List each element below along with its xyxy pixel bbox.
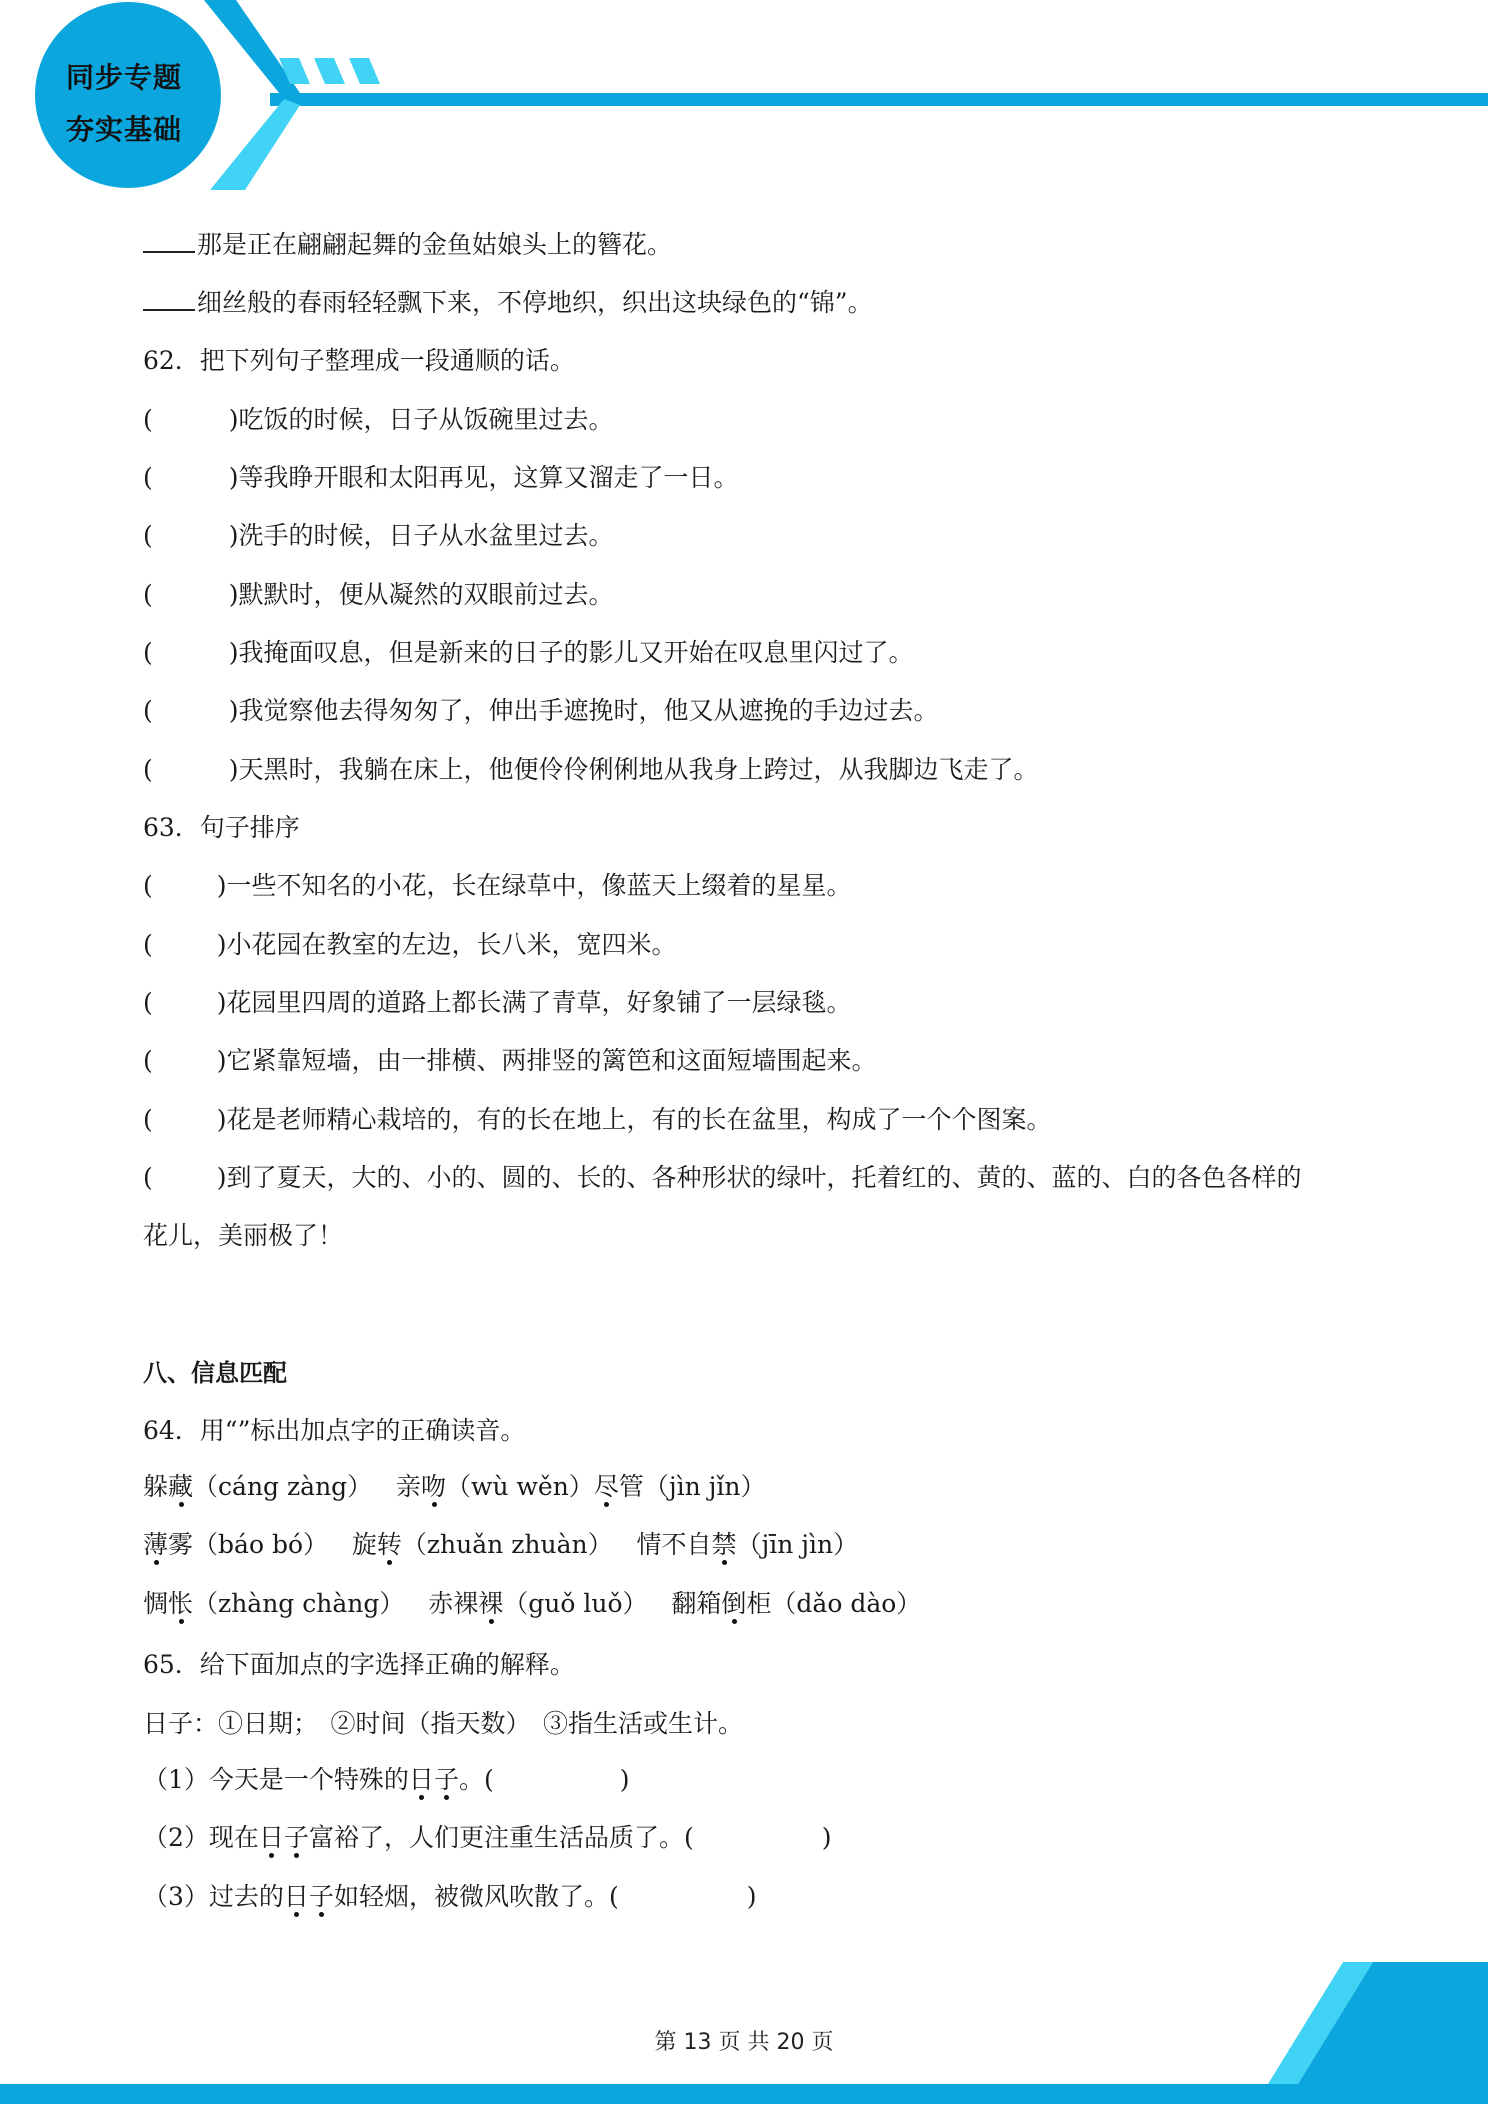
question-64-title: 64．用“”标出加点字的正确读音。: [143, 1416, 526, 1445]
sentence-line: [143, 286, 873, 320]
pinyin-row: 躲藏（cáng zàng） 亲吻（wù wěn）尽管（jìn jǐn）: [143, 1472, 766, 1501]
header-stripe: [270, 93, 1488, 106]
page-number: 第 13 页 共 20 页: [654, 2030, 834, 2055]
badge-line-1: 同步专题: [65, 61, 182, 94]
dotted-char: 日: [408, 1765, 434, 1794]
order-item: ( )花是老师精心栽培的，有的长在地上，有的长在盆里，构成了一个个图案。: [143, 1105, 1052, 1134]
dotted-char: 怅: [168, 1589, 194, 1618]
dotted-char: 禁: [711, 1530, 737, 1559]
dotted-char: 转: [376, 1530, 402, 1559]
answer-blank: [143, 289, 195, 311]
order-item: ( )到了夏天，大的、小的、圆的、长的、各种形状的绿叶，托着红的、黄的、蓝的、白的各色各样的: [143, 1163, 1302, 1192]
dotted-char: 尽: [593, 1472, 619, 1501]
header-tick-2: [314, 58, 345, 84]
dotted-char: 藏: [168, 1472, 194, 1501]
footer-stripe: [0, 2084, 1488, 2104]
header-badge: [46, 52, 202, 156]
order-item: ( )洗手的时候，日子从水盆里过去。: [143, 521, 614, 550]
section-title: 八、信息匹配: [143, 1359, 287, 1387]
order-item: ( )等我睁开眼和太阳再见，这算又溜走了一日。: [143, 463, 739, 492]
header-chevron-bottom: [210, 99, 300, 190]
order-item: ( )默默时，便从凝然的双眼前过去。: [143, 580, 614, 609]
dotted-char: 薄: [143, 1530, 169, 1559]
question-62-title: 62．把下列句子整理成一段通顺的话。: [143, 346, 575, 375]
pinyin-row: 惆怅（zhàng chàng） 赤裸裸（guǒ luǒ） 翻箱倒柜（dǎo dào）: [143, 1589, 922, 1618]
dotted-char: 子: [283, 1823, 309, 1852]
dotted-char: 倒: [721, 1589, 747, 1618]
dotted-char: 裸: [478, 1589, 504, 1618]
order-item: ( )吃饭的时候，日子从饭碗里过去。: [143, 405, 614, 434]
sub-question: （2）现在日子富裕了，人们更注重生活品质了。( ): [143, 1823, 832, 1852]
dotted-char: 吻: [421, 1472, 447, 1501]
dotted-char: 日: [283, 1882, 309, 1911]
dotted-char: 子: [433, 1765, 459, 1794]
header-tick-3: [349, 58, 380, 84]
sentence-text: 细丝般的春雨轻轻飘下来，不停地织，织出这块绿色的“锦”。: [197, 288, 873, 317]
order-item: ( )一些不知名的小花，长在绿草中，像蓝天上缀着的星星。: [143, 871, 852, 900]
question-63-title: 63．句子排序: [143, 813, 300, 842]
sentence-text: 那是正在翩翩起舞的金鱼姑娘头上的簪花。: [197, 230, 673, 259]
definition-line: 日子：①日期； ②时间（指天数） ③指生活或生计。: [143, 1709, 744, 1738]
dotted-char: 日: [258, 1823, 284, 1852]
order-item: ( )我觉察他去得匆匆了，伸出手遮挽时，他又从遮挽的手边过去。: [143, 696, 939, 725]
order-item: ( )它紧靠短墙，由一排横、两排竖的篱笆和这面短墙围起来。: [143, 1046, 877, 1075]
pinyin-row: 薄雾（báo bó） 旋转（zhuǎn zhuàn） 情不自禁（jīn jìn）: [143, 1530, 859, 1559]
order-item: ( )小花园在教室的左边，长八米，宽四米。: [143, 930, 677, 959]
order-item: ( )天黑时，我躺在床上，他便伶伶俐俐地从我身上跨过，从我脚边飞走了。: [143, 755, 1039, 784]
answer-blank: [143, 231, 195, 253]
sub-question: （1）今天是一个特殊的日子。( ): [143, 1765, 630, 1794]
header-banner: [0, 0, 1488, 200]
order-item-continuation: 花儿，美丽极了！: [143, 1221, 344, 1250]
badge-line-2: 夯实基础: [65, 113, 182, 146]
order-item: ( )花园里四周的道路上都长满了青草，好象铺了一层绿毯。: [143, 988, 852, 1017]
question-65-title: 65．给下面加点的字选择正确的解释。: [143, 1650, 575, 1679]
sentence-line: [143, 228, 672, 262]
order-item: ( )我掩面叹息，但是新来的日子的影儿又开始在叹息里闪过了。: [143, 638, 914, 667]
sub-question: （3）过去的日子如轻烟，被微风吹散了。( ): [143, 1882, 757, 1911]
dotted-char: 子: [308, 1882, 334, 1911]
